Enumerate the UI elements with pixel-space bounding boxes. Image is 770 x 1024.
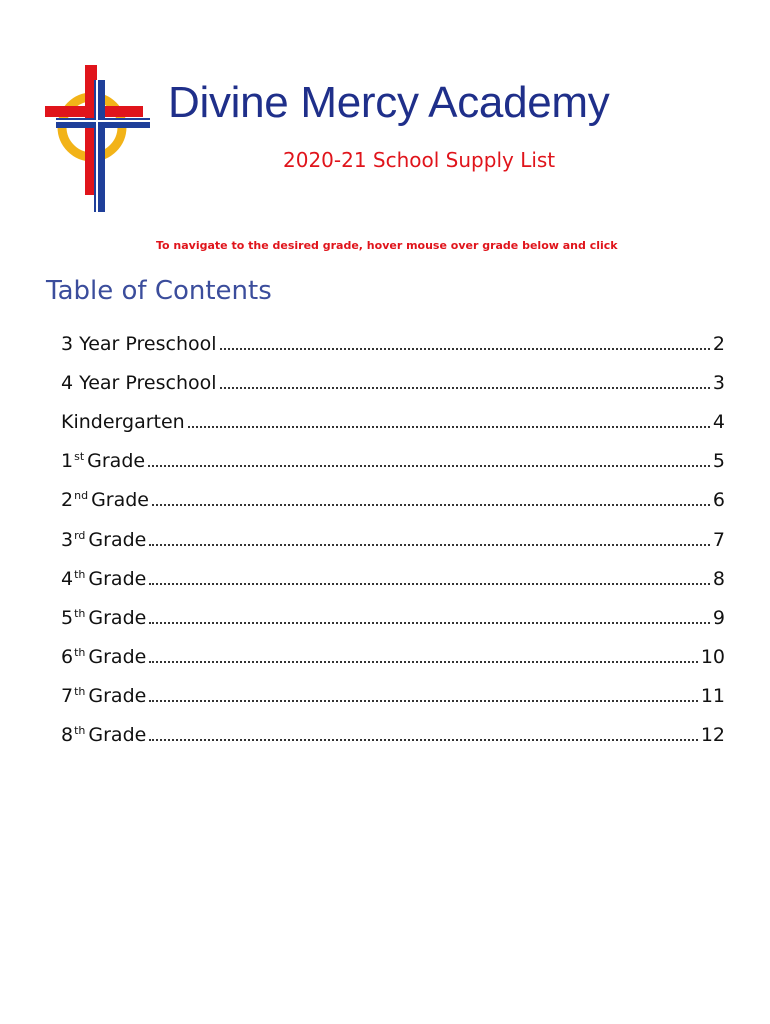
toc-dot-leader xyxy=(149,622,710,624)
page-subtitle: 2020-21 School Supply List xyxy=(283,148,556,172)
toc-entry-ordinal-suffix: th xyxy=(74,645,86,659)
toc-page-number[interactable]: 6 xyxy=(712,489,725,512)
toc-dot-leader xyxy=(152,504,710,506)
toc-entry-label[interactable] xyxy=(61,335,217,354)
toc-entry-text: 7 xyxy=(61,684,74,707)
toc-entry-grade-word: Grade xyxy=(88,645,147,668)
toc-entry-label[interactable] xyxy=(61,686,146,706)
toc-dot-leader xyxy=(149,661,697,663)
toc-page-number[interactable]: 10 xyxy=(700,645,725,668)
toc-dot-leader xyxy=(220,387,710,389)
toc-page-number[interactable]: 12 xyxy=(700,724,725,747)
navigation-note: To navigate to the desired grade, hover mouse over grade below and click xyxy=(156,239,618,252)
toc-entry-ordinal-suffix: th xyxy=(74,567,86,581)
toc-entry[interactable] xyxy=(61,315,725,354)
toc-heading: Table of Contents xyxy=(46,276,272,306)
toc-entry-grade-word: Grade xyxy=(88,724,147,747)
toc-dot-leader xyxy=(149,583,710,585)
toc-page-number[interactable]: 7 xyxy=(712,528,725,551)
toc-dot-leader xyxy=(149,700,697,702)
toc-entry-text: 8 xyxy=(61,724,74,747)
toc-entry-ordinal-suffix: th xyxy=(74,724,86,738)
toc-entry-text: 3 Year Preschool xyxy=(61,333,217,356)
toc-entry-grade-word: Grade xyxy=(91,489,149,512)
toc-entry-grade-word: Grade xyxy=(88,528,147,551)
toc-entry[interactable] xyxy=(61,432,725,471)
toc-entry-label[interactable] xyxy=(61,569,146,589)
toc-page-number[interactable]: 5 xyxy=(712,450,725,473)
toc-entry[interactable] xyxy=(61,589,725,628)
toc-page-number[interactable]: 4 xyxy=(712,411,725,434)
toc-entry[interactable] xyxy=(61,706,725,745)
toc-page-number[interactable]: 8 xyxy=(712,567,725,590)
toc-dot-leader xyxy=(188,426,710,428)
toc-page-number[interactable]: 3 xyxy=(712,372,725,395)
toc-entry[interactable] xyxy=(61,510,725,549)
toc-entry-label[interactable] xyxy=(61,374,217,393)
page-title: Divine Mercy Academy xyxy=(168,78,610,127)
toc-entry-grade-word: Grade xyxy=(88,606,147,629)
toc-entry-label[interactable] xyxy=(61,490,149,510)
toc-entry[interactable] xyxy=(61,393,725,432)
toc-entry-text: 6 xyxy=(61,645,74,668)
toc-entry-text: 4 Year Preschool xyxy=(61,372,217,395)
toc-entry-text: 4 xyxy=(61,567,74,590)
toc-page-number[interactable]: 11 xyxy=(700,684,725,707)
toc-entry-label[interactable] xyxy=(61,647,146,667)
toc-entry-grade-word: Grade xyxy=(88,684,147,707)
toc-entry-ordinal-suffix: nd xyxy=(74,489,89,503)
toc-entry-grade-word: Grade xyxy=(88,567,147,590)
toc-entry-text: 1 xyxy=(61,450,74,473)
toc-entry-text: Kindergarten xyxy=(61,411,185,434)
toc-page-number[interactable]: 9 xyxy=(712,606,725,629)
toc-entry-ordinal-suffix: st xyxy=(74,450,85,464)
toc-entry[interactable] xyxy=(61,471,725,510)
toc-entry-label[interactable] xyxy=(61,413,185,432)
toc-entry-label[interactable] xyxy=(61,530,146,550)
toc-dot-leader xyxy=(220,348,710,350)
toc-entry-text: 5 xyxy=(61,606,74,629)
toc-entry[interactable] xyxy=(61,667,725,706)
toc-entry-grade-word: Grade xyxy=(87,450,146,473)
toc-dot-leader xyxy=(148,465,710,467)
toc-entry-label[interactable] xyxy=(61,451,145,471)
toc-entry[interactable] xyxy=(61,628,725,667)
toc-page-number[interactable]: 2 xyxy=(712,333,725,356)
toc-entry[interactable] xyxy=(61,550,725,589)
toc-entry-text: 2 xyxy=(61,489,74,512)
cross-with-halo-icon xyxy=(42,62,152,217)
toc-entry-ordinal-suffix: th xyxy=(74,684,86,698)
toc-entry-text: 3 xyxy=(61,528,74,551)
toc-entry-ordinal-suffix: th xyxy=(74,606,86,620)
toc-dot-leader xyxy=(149,544,710,546)
toc-entry-ordinal-suffix: rd xyxy=(74,528,86,542)
toc-entry[interactable] xyxy=(61,354,725,393)
toc-entry-label[interactable] xyxy=(61,608,146,628)
toc-dot-leader xyxy=(149,739,697,741)
toc-entry-label[interactable] xyxy=(61,725,146,745)
table-of-contents xyxy=(61,315,725,745)
